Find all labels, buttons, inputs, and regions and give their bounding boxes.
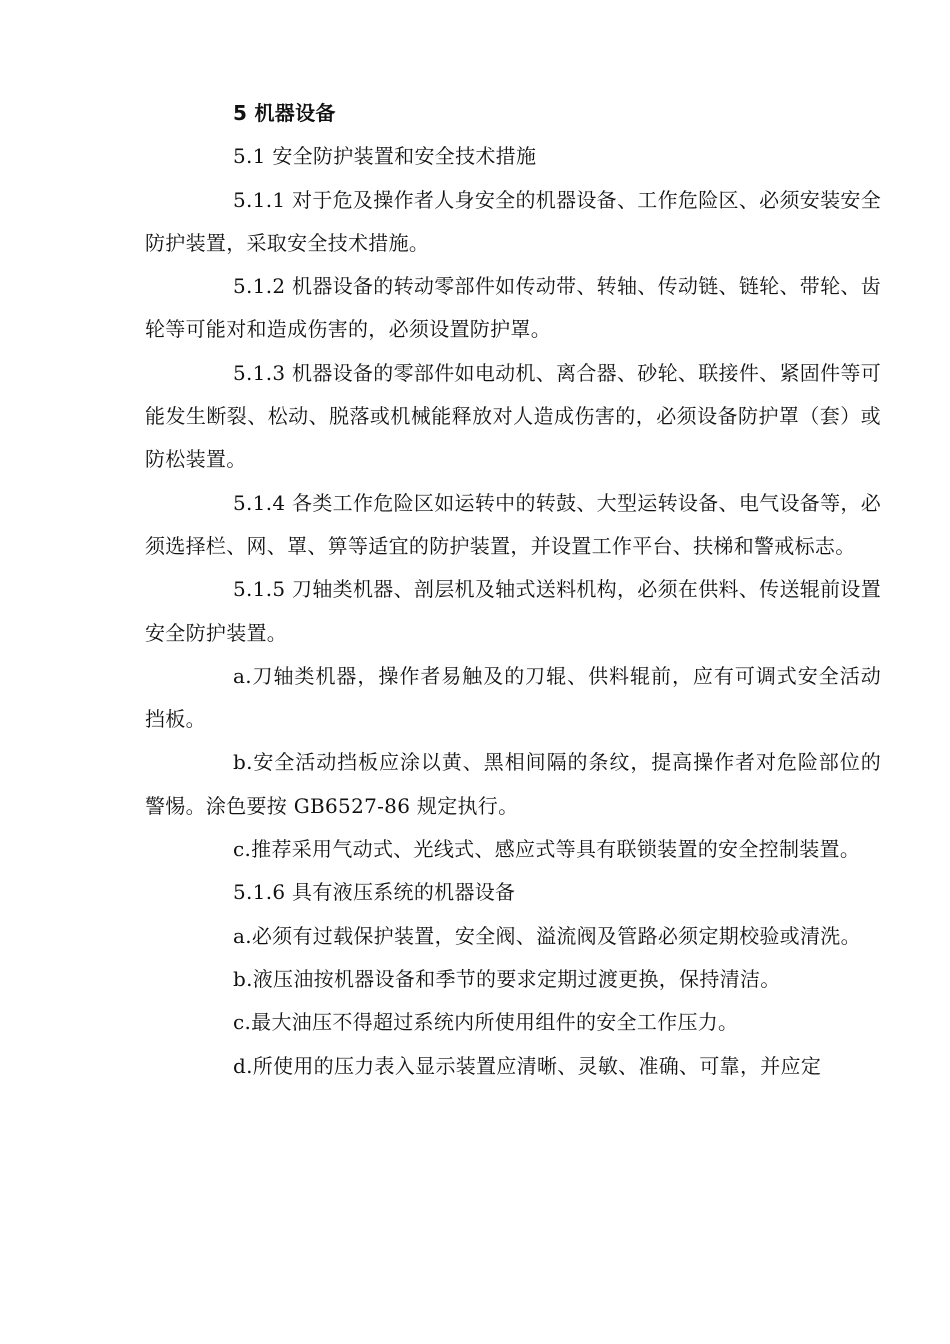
paragraph-5-1-5-a: a.刀轴类机器，操作者易触及的刀辊、供料辊前，应有可调式安全活动挡板。 [145,663,881,732]
paragraph-5-1-3: 5.1.3 机器设备的零部件如电动机、离合器、砂轮、联接件、紧固件等可能发生断裂、松动、脱落或机械能释放对人造成伤害的，必须设备防护罩（套）或防松装置。 [145,360,881,472]
paragraph-5-1-5: 5.1.5 刀轴类机器、剖层机及轴式送料机构，必须在供料、传送辊前设置安全防护装置。 [145,577,881,645]
paragraph-5-1-1: 5.1.1 对于危及操作者人身安全的机器设备、工作危险区、必须安装安全防护装置，采取安全技术措施。 [145,187,881,255]
paragraph-5-1: 5.1 安全防护装置和安全技术措施 [233,144,537,169]
document-body [145,92,881,1088]
paragraph-5-1-5-c: c.推荐采用气动式、光线式、感应式等具有联锁装置的安全控制装置。 [233,837,861,862]
paragraph-5-1-2: 5.1.2 机器设备的转动零部件如传动带、转轴、传动链、链轮、带轮、齿轮等可能对和造成伤害的，必须设置防护罩。 [145,274,881,342]
section-heading: 5 机器设备 [233,101,336,125]
paragraph-5-1-6-d: d.所使用的压力表入显示装置应清晰、灵敏、准确、可靠，并应定 [233,1053,822,1078]
paragraph-5-1-4: 5.1.4 各类工作危险区如运转中的转鼓、大型运转设备、电气设备等，必须选择栏、网、罩、箅等适宜的防护装置，并设置工作平台、扶梯和警戒标志。 [145,490,881,558]
paragraph-5-1-6-a: a.必须有过载保护装置，安全阀、溢流阀及管路必须定期校验或清洗。 [233,923,861,948]
paragraph-5-1-5-b: b.安全活动挡板应涂以黄、黑相间隔的条纹，提高操作者对危险部位的警惕。涂色要按 GB6527-86 规定执行。 [145,750,881,818]
paragraph-5-1-6-c: c.最大油压不得超过系统内所使用组件的安全工作压力。 [233,1010,739,1035]
paragraph-5-1-6-b: b.液压油按机器设备和季节的要求定期过渡更换，保持清洁。 [233,966,781,991]
paragraph-5-1-6: 5.1.6 具有液压系统的机器设备 [233,880,516,905]
